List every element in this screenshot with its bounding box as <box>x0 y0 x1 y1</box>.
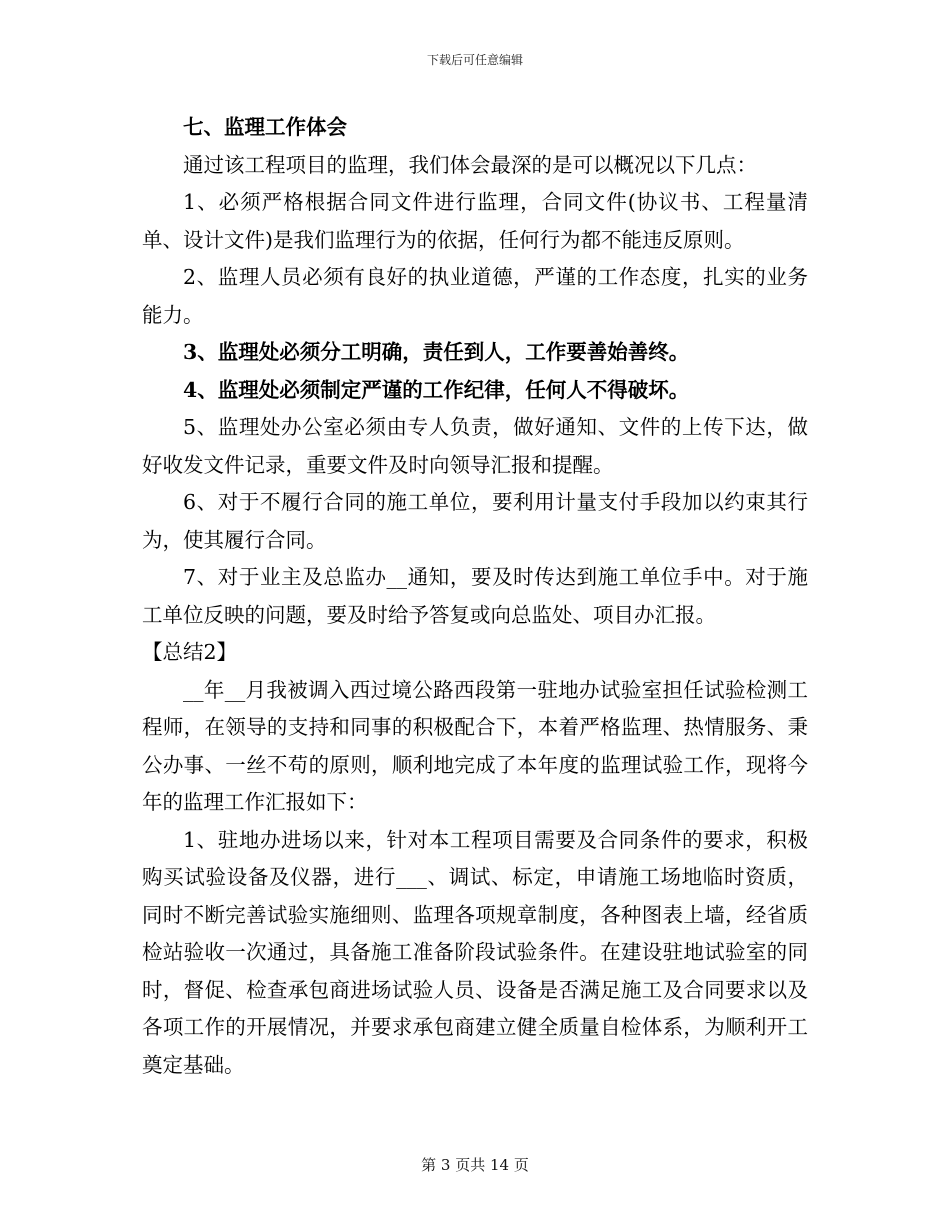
list-item: 5、监理处办公室必须由专人负责，做好通知、文件的上传下达，做好收发文件记录，重要文件及时向领导汇报和提醒。 <box>142 415 808 477</box>
list-item: 2、监理人员必须有良好的执业道德，严谨的工作态度，扎实的业务能力。 <box>142 265 808 327</box>
page-header: 下载后可任意编辑 <box>426 53 523 67</box>
list-item: 6、对于不履行合同的施工单位，要利用计量支付手段加以约束其行为，使其履行合同。 <box>142 490 808 552</box>
summary-point: 1、驻地办进场以来，针对本工程项目需要及合同条件的要求，积极购买试验设备及仪器，进行___、调试、标定，申请施工场地临时资质，同时不断完善试验实施细则、监理各项规章制度，各种图表上墙，经省质检站验收一次通过，具备施工准备阶段试验条件。在建设驻地试验室的同时，督促、检查承包商进场试验人员、设备是否满足施工及合同要求以及各项工作的开展情况，并要求承包商建立健全质量自检体系，为顺利开工奠定基础。 <box>142 827 808 1077</box>
summary-heading: 【总结2】 <box>142 640 238 664</box>
document-body <box>142 109 808 1084</box>
summary-intro: __年__月我被调入西过境公路西段第一驻地办试验室担任试验检测工程师，在领导的支持和同事的积极配合下，本着严格监理、热情服务、秉公办事、一丝不苟的原则，顺利地完成了本年度的监理试验工作，现将今年的监理工作汇报如下： <box>142 677 808 814</box>
list-item: 1、必须严格根据合同文件进行监理，合同文件(协议书、工程量清单、设计文件)是我们监理行为的依据，任何行为都不能违反原则。 <box>142 190 808 252</box>
page-number: 第 3 页共 14 页 <box>421 1156 529 1174</box>
list-item-bold: 3、监理处必须分工明确，责任到人，工作要善始善终。 <box>183 340 690 364</box>
list-item-bold: 4、监理处必须制定严谨的工作纪律，任何人不得破坏。 <box>183 377 690 402</box>
list-item: 7、对于业主及总监办__通知，要及时传达到施工单位手中。对于施工单位反映的问题，要及时给予答复或向总监处、项目办汇报。 <box>142 565 808 627</box>
section-intro: 通过该工程项目的监理，我们体会最深的是可以概况以下几点： <box>183 152 757 177</box>
section-title: 七、监理工作体会 <box>183 115 347 139</box>
